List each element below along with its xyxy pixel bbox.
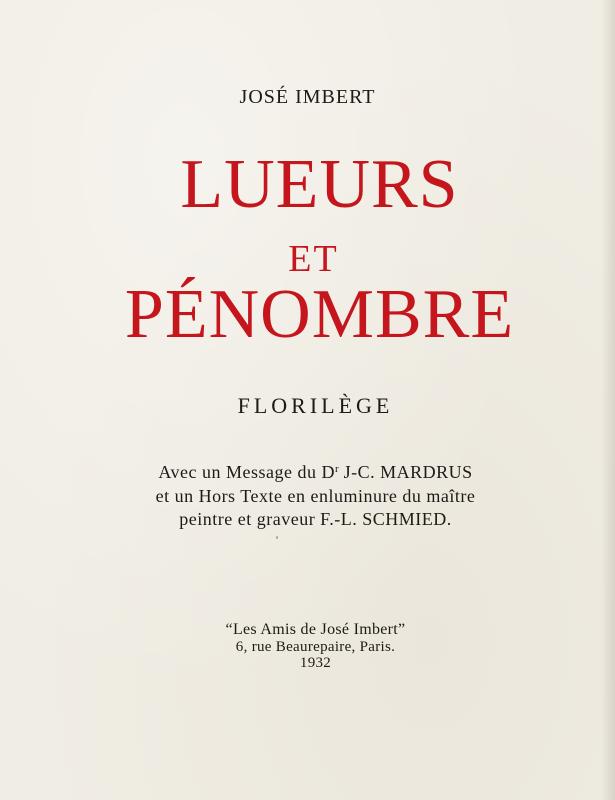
publisher-address: 6, rue Beaurepaire, Paris. (235, 639, 396, 655)
subtitle: FLORILÈGE (237, 393, 394, 418)
message-line-1-superscript: r (334, 463, 339, 475)
author-name: JOSÉ IMBERT (239, 86, 376, 108)
title-line-1: LUEURS (180, 146, 459, 223)
message-line-3: peintre et graveur F.-L. SCHMIED. (179, 509, 452, 529)
publisher-name: “Les Amis de José Imbert” (225, 621, 406, 638)
title-line-2: ET (288, 238, 339, 280)
publication-year: 1932 (299, 655, 332, 671)
title-line-3: PÉNOMBRE (124, 276, 515, 353)
paper-speck (276, 536, 278, 539)
message-line-1-before: Avec un Message du D (158, 462, 335, 482)
message-line-1 (8, 463, 615, 481)
message-line-1-after: J-C. MARDRUS (338, 462, 473, 482)
message-line-2: et un Hors Texte en enluminure du maître (155, 486, 476, 506)
